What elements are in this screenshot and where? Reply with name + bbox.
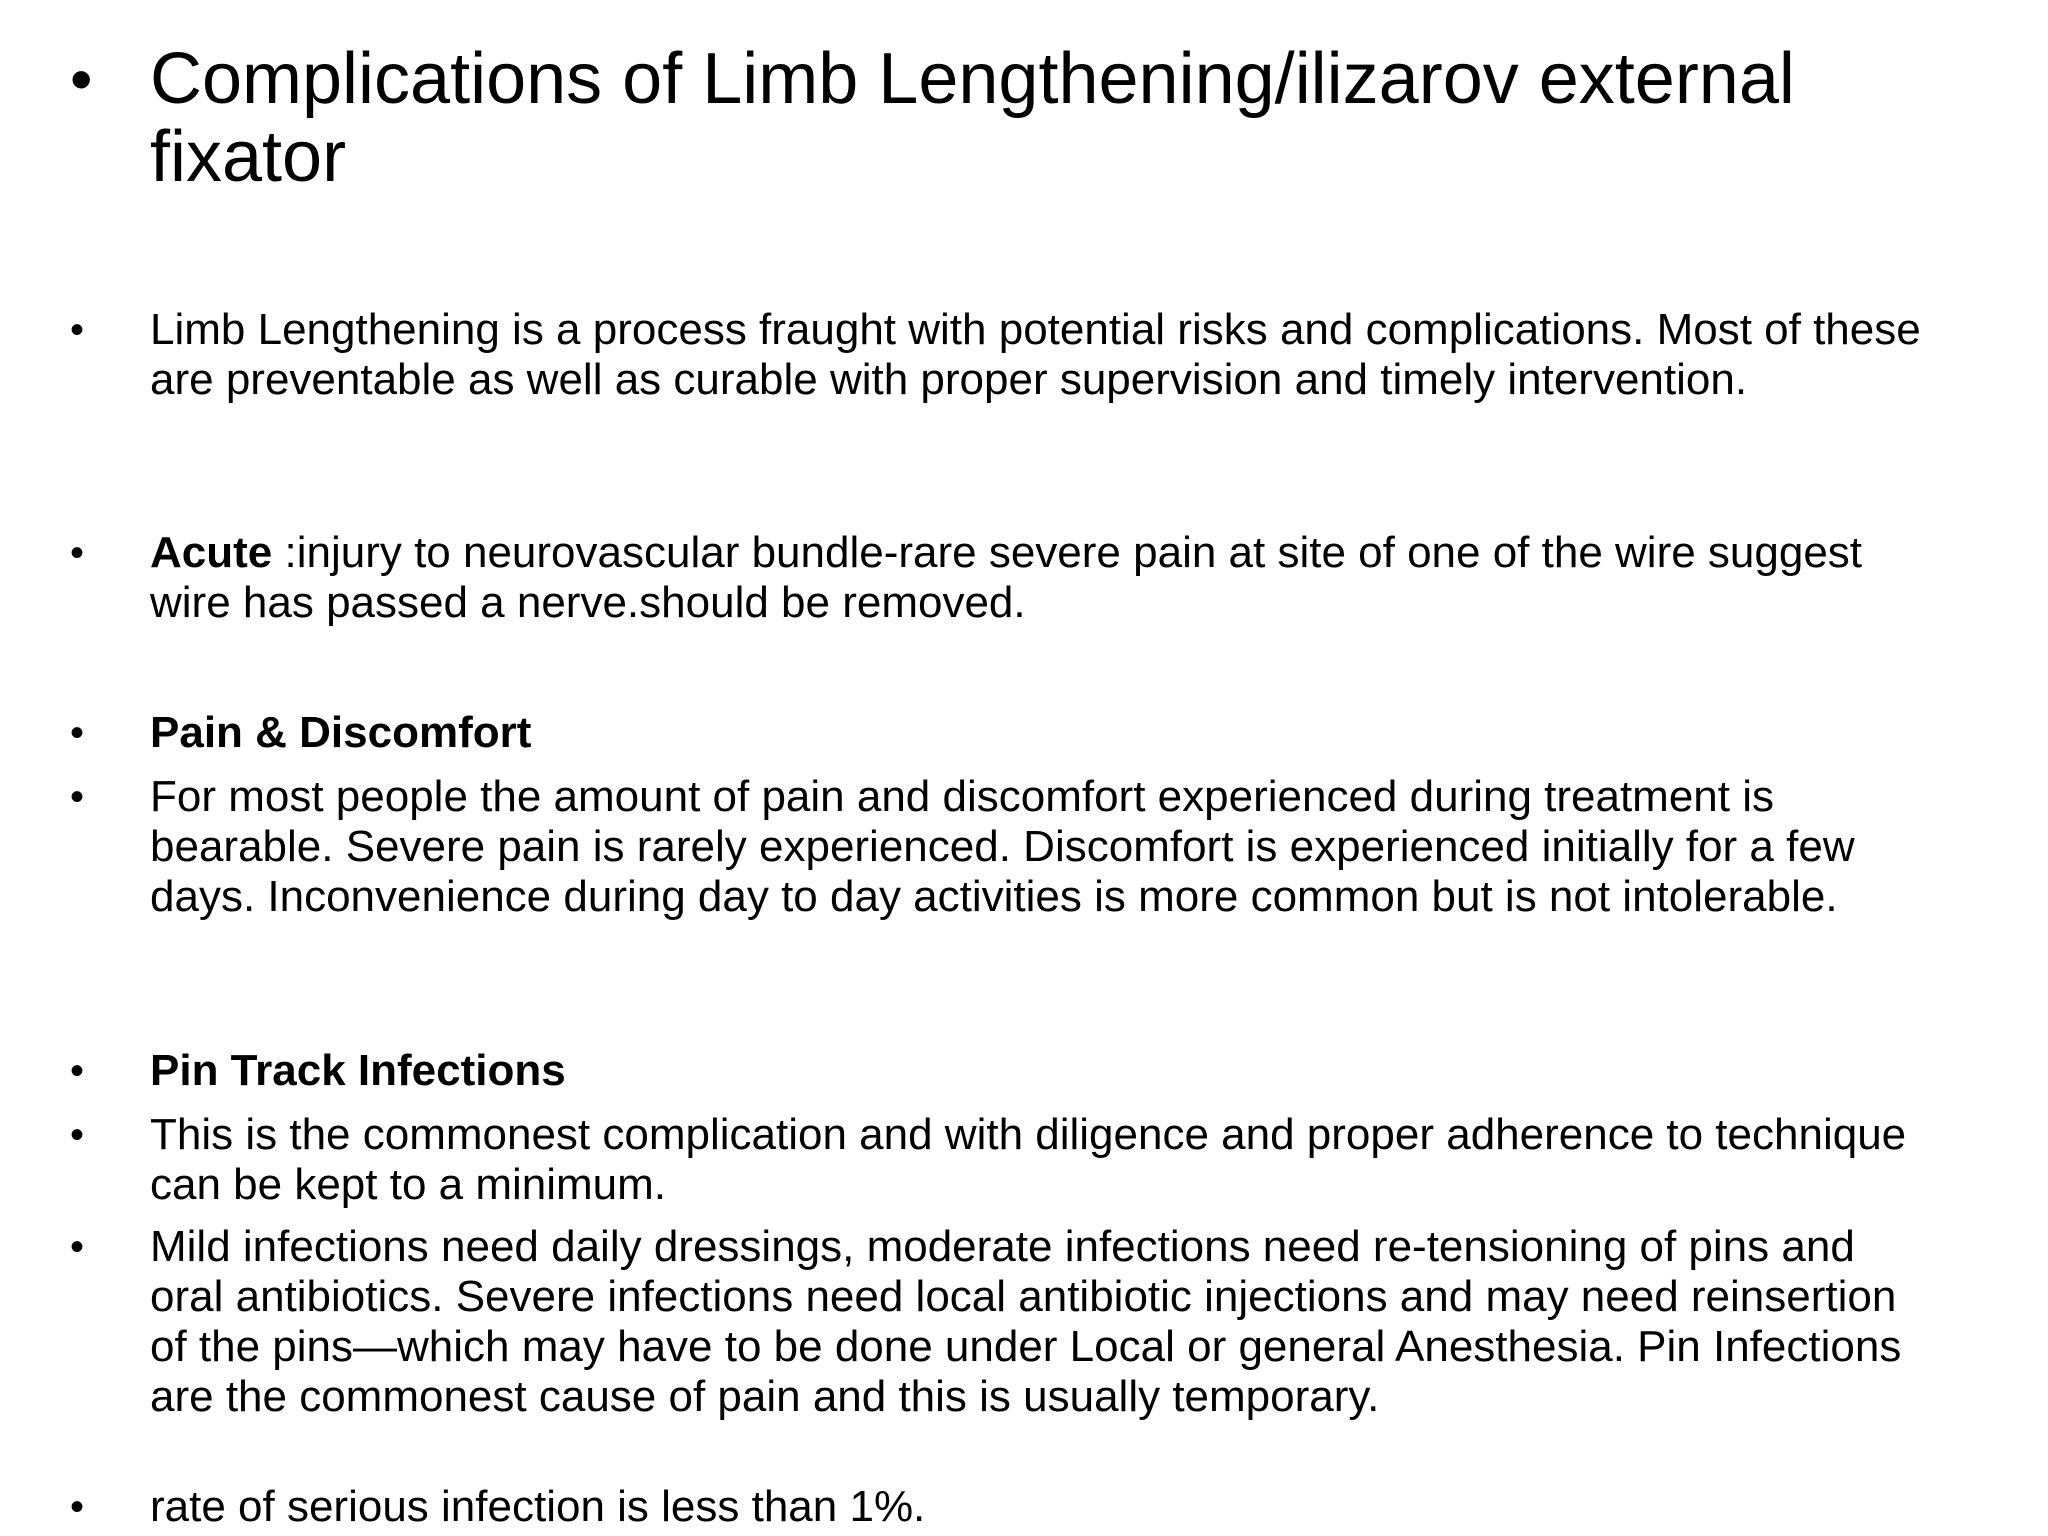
bullet-icon: •	[70, 1049, 85, 1093]
bullet-item	[70, 1046, 1930, 1096]
bullet-text	[150, 1482, 1930, 1532]
bullet-item	[70, 1222, 1930, 1422]
bullet-heading: Acute	[150, 528, 273, 577]
bullet-text-body: This is the commonest complication and with diligence and proper adherence to technique can be kept to a minimum.	[150, 1110, 1907, 1209]
bullet-icon: •	[70, 711, 85, 755]
bullet-icon: •	[70, 1225, 85, 1269]
bullet-text-body: rate of serious infection is less than 1%.	[150, 1482, 926, 1531]
bullet-icon: •	[70, 775, 85, 819]
bullet-item	[70, 1110, 1930, 1210]
bullet-icon: •	[70, 43, 93, 115]
bullet-text	[150, 708, 1930, 758]
bullet-text	[150, 1222, 1930, 1422]
bullet-text	[150, 1046, 1930, 1096]
slide-title-row	[70, 40, 1910, 196]
bullet-item	[70, 708, 1930, 758]
bullet-text	[150, 305, 1930, 405]
bullet-text-body: For most people the amount of pain and discomfort experienced during treatment is bearable. Severe pain is rarely experienced. Discomfort is experienced initially for a few days. Inconvenience during day to day activities is more common but is not intolerable.	[150, 772, 1855, 921]
bullet-text	[150, 772, 1930, 922]
bullet-text-body: :injury to neurovascular bundle-rare severe pain at site of one of the wire suggest wire has passed a nerve.should be removed.	[150, 528, 1863, 627]
bullet-text-body: Limb Lengthening is a process fraught with potential risks and complications. Most of these are preventable as well as curable with proper supervision and timely intervention.	[150, 305, 1921, 404]
bullet-heading: Pin Track Infections	[150, 1046, 566, 1095]
bullet-icon: •	[70, 1485, 85, 1529]
bullet-text-body: Mild infections need daily dressings, moderate infections need re-tensioning of pins and oral antibiotics. Severe infections need local antibiotic injections and may need reinsertion of the pins—which may have to be done under Local or general Anesthesia. Pin Infections are the commonest cause of pain and this is usually temporary.	[150, 1222, 1902, 1421]
bullet-icon: •	[70, 1113, 85, 1157]
bullet-text	[150, 1110, 1930, 1210]
bullet-item	[70, 772, 1930, 922]
bullet-icon: •	[70, 308, 85, 352]
bullet-text	[150, 528, 1930, 628]
bullet-icon: •	[70, 531, 85, 575]
bullet-item	[70, 1482, 1930, 1532]
bullet-item	[70, 528, 1930, 628]
slide-title: Complications of Limb Lengthening/ilizarov external fixator	[150, 39, 1795, 197]
bullet-item	[70, 305, 1930, 405]
bullet-heading: Pain & Discomfort	[150, 708, 532, 757]
